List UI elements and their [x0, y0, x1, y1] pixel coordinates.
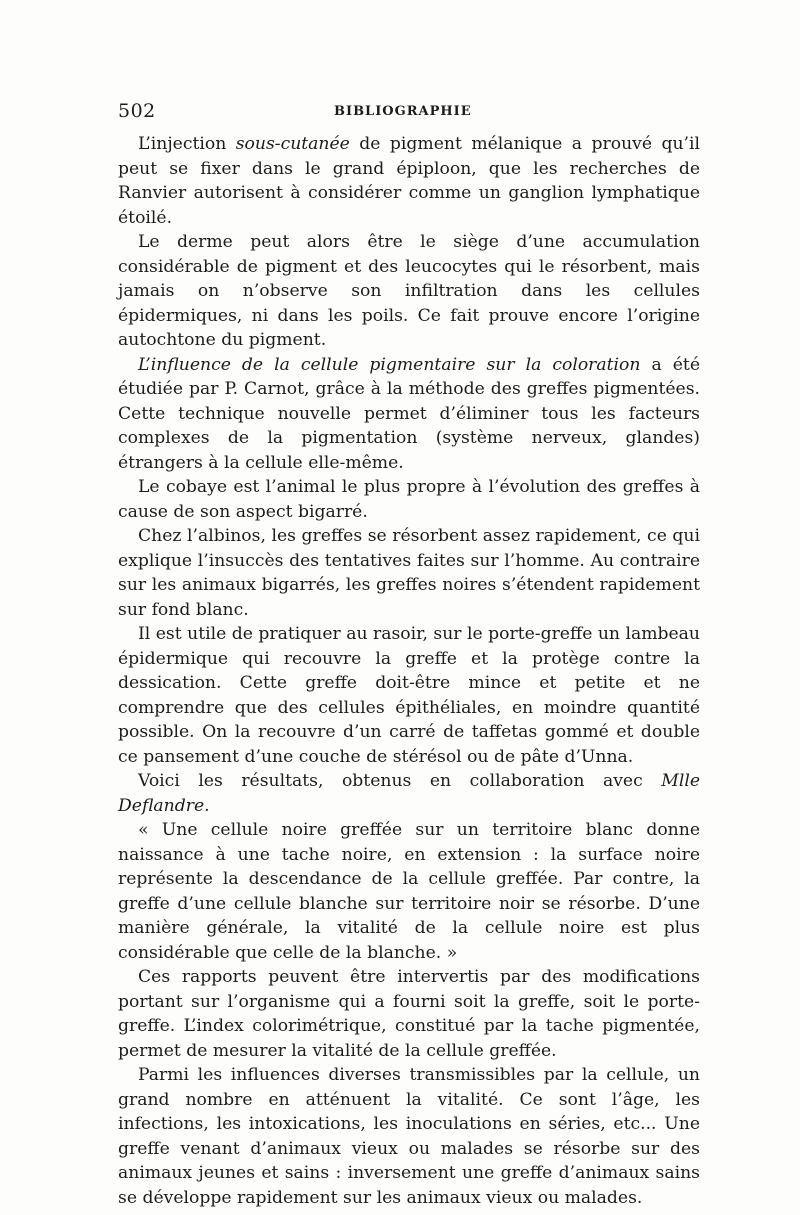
page-header [118, 100, 700, 126]
paragraph: Il est utile de pratiquer au rasoir, sur le porte-greffe un lambeau épidermique qui recouvre la greffe et la protège contre la dessication. Cette greffe doit-être mince et petite et ne comprendre que des cellules épithéliales, en moindre quantité possible. On la recouvre d’un carré de taffetas gommé et double ce pansement d’une couche de stérésol ou de pâte d’Unna. [118, 624, 700, 767]
paragraph: Chez l’albinos, les greffes se résorbent assez rapidement, ce qui explique l’insuccès des tentatives faites sur l’homme. Au contraire sur les animaux bigarrés, les greffes noires s’étendent rapidement sur fond blanc. [118, 526, 700, 620]
emphasis: sous-cutanée [235, 134, 350, 154]
emphasis: L’influence de la cellule pigmentaire sur la coloration [138, 354, 641, 375]
paragraph: Le derme peut alors être le siège d’une accumulation considérable de pigment et des leucocytes qui le résorbent, mais jamais on n’observe son infiltration dans les cellules épidermiques, ni dans les poils. Ce fait prouve encore l’origine autochtone du pigment. [118, 232, 700, 350]
running-title: BIBLIOGRAPHIE [334, 104, 472, 119]
paragraph: Parmi les influences diverses transmissibles par la cellule, un grand nombre en atténuent la vitalité. Ce sont l’âge, les infections, les intoxications, les inoculations en séries, etc... Une greffe venant d’animaux vieux ou malades se résorbe sur des animaux jeunes et sains : inversement une greffe d’animaux sains se développe rapidement sur les animaux vieux ou malades. [118, 1065, 700, 1208]
quotation-paragraph: « Une cellule noire greffée sur un territoire blanc donne naissance à une tache noire, en extension : la surface noire représente la descendance de la cellule greffée. Par contre, la greffe d’une cellule blanche sur territoire noir se résorbe. D’une manière générale, la vitalité de la cellule noire est plus considérable que celle de la blanche. » [118, 820, 700, 963]
emphasis: Mlle Deflandre [118, 771, 700, 816]
paragraph: Ces rapports peuvent être intervertis par des modifications portant sur l’organisme qui a fourni soit la greffe, soit le porte-greffe. L’index colorimétrique, constitué par la tache pigmentée, permet de mesurer la vitalité de la cellule greffée. [118, 967, 700, 1061]
paragraph: L’injection sous-cutanée de pigment mélanique a prouvé qu’il peut se fixer dans le grand épiploon, que les recherches de Ranvier autorisent à considérer comme un ganglion lymphatique étoilé. [118, 134, 700, 228]
page-number: 502 [118, 100, 156, 122]
paragraph: Le cobaye est l’animal le plus propre à l’évolution des greffes à cause de son aspect bigarré. [118, 477, 700, 522]
paragraph: Voici les résultats, obtenus en collaboration avec Mlle Deflandre. [118, 771, 700, 816]
paragraph: L’influence de la cellule pigmentaire sur la coloration a été étudiée par P. Carnot, grâce à la méthode des greffes pigmentées. Cette technique nouvelle permet d’éliminer tous les facteurs complexes de la pigmentation (système nerveux, glandes) étrangers à la cellule elle-même. [118, 354, 700, 473]
body-text [118, 132, 700, 1210]
